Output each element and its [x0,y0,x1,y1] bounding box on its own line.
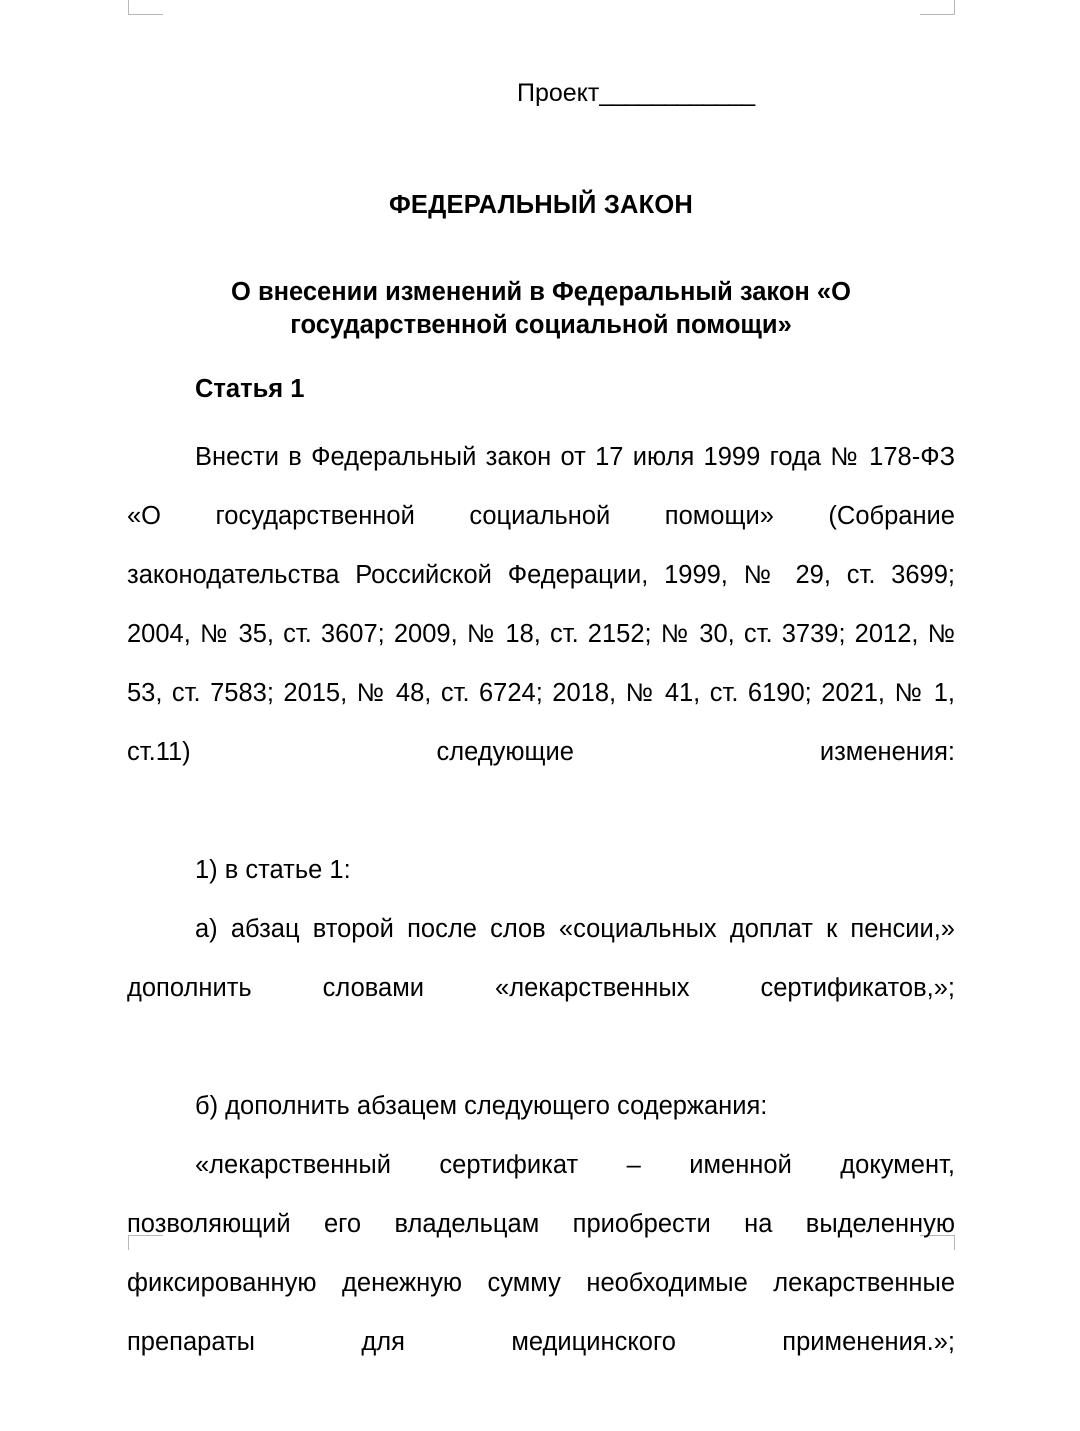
paragraph-intro: Внести в Федеральный закон от 17 июля 1999 года № 178-ФЗ «О государственной социальной помощи» (Собрание законодательства Российской Федерации, 1999, № 29, ст. 3699; 2004, № 35, ст. 3607; 2009, № 18, ст. 2152; № 30, ст. 3739; 2012, № 53, ст. 7583; 2015, № 48, ст. 6724; 2018, № 41, ст. 6190; 2021, № 1, ст.11) следующие изменения: [127,443,955,766]
paragraph-item-b: б) дополнить абзацем следующего содержания: [195,1092,768,1120]
project-blank-line: ____________ [599,79,755,107]
page-title: ФЕДЕРАЛЬНЫЙ ЗАКОН [388,191,694,219]
paragraph-item-a: а) абзац второй после слов «социальных доплат к пенсии,» дополнить словами «лекарственных сертификатов,»; [127,915,955,1002]
article-heading: Статья 1 [195,375,305,403]
document-page [127,0,955,1356]
project-stamp [127,0,955,108]
paragraph-definition: «лекарственный сертификат – именной документ, позволяющий его владельцам приобрести на выделенную фиксированную денежную сумму необходимые лекарственные препараты для медицинского применения.»; [127,1151,955,1356]
document-subtitle: О внесении изменений в Федеральный закон «О государственной социальной помощи» [231,278,851,339]
project-label: Проект [517,79,600,107]
paragraph-item-1: 1) в статье 1: [195,856,351,884]
